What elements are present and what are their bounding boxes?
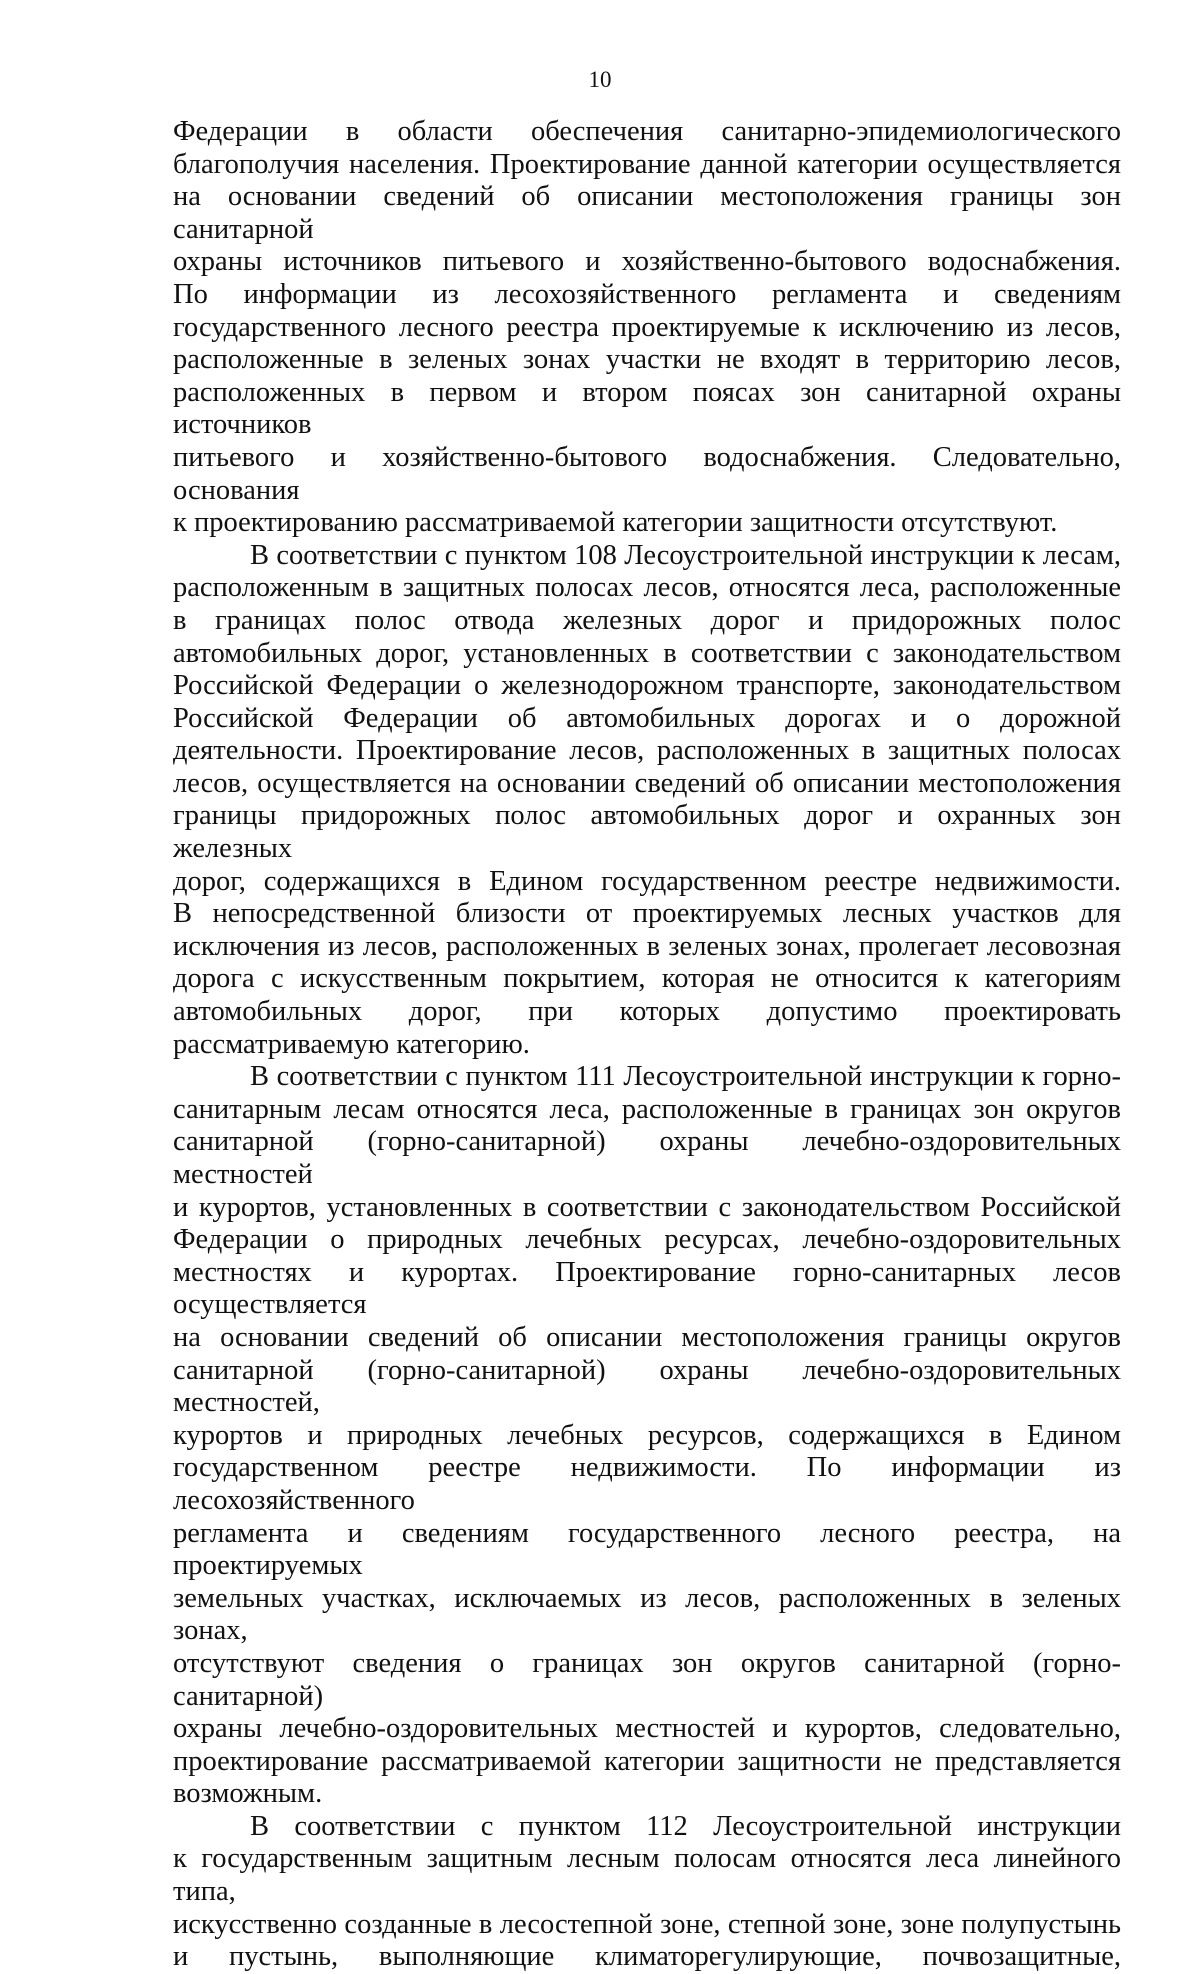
text-line: лесов, осуществляется на основании сведений об описании местоположения <box>173 767 1121 799</box>
text-line: местностях и курортах. Проектирование горно-санитарных лесов осуществляется <box>173 1256 1121 1321</box>
text-line: По информации из лесохозяйственного регламента и сведениям <box>173 278 1121 310</box>
text-line: санитарной (горно-санитарной) охраны лечебно-оздоровительных местностей <box>173 1126 1121 1190</box>
text-line: расположенные в зеленых зонах участки не входят в территорию лесов, <box>173 344 1121 376</box>
text-line: дорог, содержащихся в Едином государственном реестре недвижимости. <box>173 865 1121 897</box>
text-line: питьевого и хозяйственно-бытового водоснабжения. Следовательно, основания <box>173 441 1121 506</box>
text-line: регламента и сведениям государственного лесного реестра, на проектируемых <box>173 1517 1121 1582</box>
text-line: В соответствии с пунктом 108 Лесоустроительной инструкции к лесам, <box>250 539 1121 571</box>
text-line: охраны лечебно-оздоровительных местностей и курортов, следовательно, <box>173 1713 1121 1745</box>
text-line: проектирование рассматриваемой категории защитности не представляется <box>173 1745 1121 1777</box>
page-number: 10 <box>588 67 612 92</box>
text-line: благополучия населения. Проектирование данной категории осуществляется <box>173 148 1121 180</box>
text-line: в границах полос отвода железных дорог и придорожных полос <box>173 604 1121 636</box>
text-line: и пустынь, выполняющие климаторегулирующие, почвозащитные, <box>173 1941 1121 1973</box>
text-line: охраны источников питьевого и хозяйственно-бытового водоснабжения. <box>173 246 1121 278</box>
text-line: Федерации о природных лечебных ресурсах, лечебно-оздоровительных <box>173 1224 1121 1256</box>
text-line: и курортов, установленных в соответствии с законодательством Российской <box>173 1191 1121 1223</box>
text-line: В соответствии с пунктом 111 Лесоустроительной инструкции к горно- <box>250 1061 1121 1093</box>
text-line: возможным. <box>173 1778 323 1810</box>
text-line: земельных участках, исключаемых из лесов, расположенных в зеленых зонах, <box>173 1582 1121 1647</box>
text-line: Федерации в области обеспечения санитарно-эпидемиологического <box>173 116 1121 147</box>
text-line: деятельности. Проектирование лесов, расположенных в защитных полосах <box>173 735 1121 767</box>
text-line: границы придорожных полос автомобильных дорог и охранных зон железных <box>173 800 1121 865</box>
text-line: расположенных в первом и втором поясах зон санитарной охраны источников <box>173 376 1121 441</box>
text-line: В соответствии с пунктом 112 Лесоустроительной инструкции <box>250 1810 1121 1842</box>
text-line: рассматриваемую категорию. <box>173 1028 530 1060</box>
text-line: Российской Федерации об автомобильных дорогах и о дорожной <box>173 702 1121 734</box>
text-line: к проектированию рассматриваемой категории защитности отсутствуют. <box>173 507 1058 539</box>
text-line: санитарной (горно-санитарной) охраны лечебно-оздоровительных местностей, <box>173 1354 1121 1419</box>
text-line: государственного лесного реестра проектируемые к исключению из лесов, <box>173 311 1121 343</box>
text-line: автомобильных дорог, установленных в соответствии с законодательством <box>173 637 1121 669</box>
text-line: на основании сведений об описании местоположения границы зон санитарной <box>173 181 1121 245</box>
text-line: исключения из лесов, расположенных в зеленых зонах, пролегает лесовозная <box>173 930 1121 962</box>
text-line: дорога с искусственным покрытием, которая не относится к категориям <box>173 963 1121 995</box>
text-line: на основании сведений об описании местоположения границы округов <box>173 1321 1121 1353</box>
text-line: государственном реестре недвижимости. По информации из лесохозяйственного <box>173 1452 1121 1516</box>
text-line: курортов и природных лечебных ресурсов, содержащихся в Едином <box>173 1419 1121 1451</box>
text-line: В непосредственной близости от проектируемых лесных участков для <box>173 898 1121 930</box>
text-line: расположенным в защитных полосах лесов, относятся леса, расположенные <box>173 572 1121 604</box>
text-line: к государственным защитным лесным полосам относятся леса линейного типа, <box>173 1843 1121 1908</box>
text-line: санитарным лесам относятся леса, расположенные в границах зон округов <box>173 1093 1121 1125</box>
text-line: искусственно созданные в лесостепной зоне, степной зоне, зоне полупустынь <box>173 1908 1121 1940</box>
body-text <box>173 116 1121 1974</box>
text-line: автомобильных дорог, при которых допустимо проектировать <box>173 996 1121 1028</box>
text-line: Российской Федерации о железнодорожном транспорте, законодательством <box>173 670 1121 702</box>
text-line: отсутствуют сведения о границах зон округов санитарной (горно-санитарной) <box>173 1647 1121 1712</box>
